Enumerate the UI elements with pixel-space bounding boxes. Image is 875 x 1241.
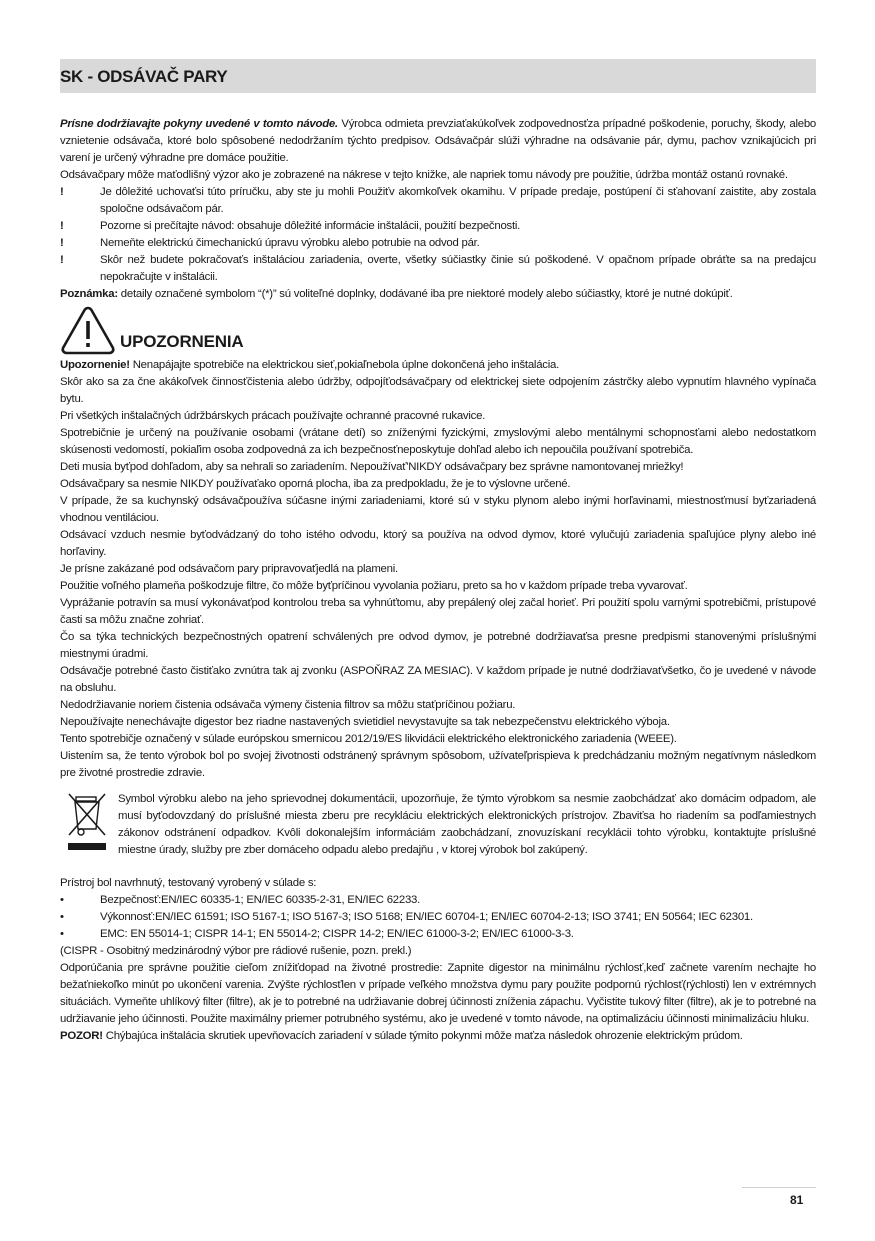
list-item [60, 909, 816, 926]
warning-label: Upozornenie! [60, 359, 130, 371]
list-item-text: Je dôležité uchovaťsi túto príručku, aby ste ju mohli Použiťv akomkoľvek okamihu. V prípade predaje, postúpení či sťahovaní zaistite, aby zostala spoločne odsávačom pár. [100, 186, 816, 215]
list-item-text: Výkonnosť:EN/IEC 61591; ISO 5167-1; ISO 5167-3; ISO 5168; EN/IEC 60704-1; EN/IEC 60704-2-13; ISO 3741; EN 50564; IEC 62301. [100, 911, 753, 923]
intro-lead: Prísne dodržiavajte pokyny uvedené v tomto návode. [60, 118, 338, 130]
intro-warnings-list [60, 184, 816, 286]
bullet: • [60, 928, 64, 940]
list-item [60, 235, 816, 252]
list-item [60, 184, 816, 218]
warning-paragraph: Nepoužívajte nenechávajte digestor bez riadne nastavených svietidiel nevystavujte sa tak nebezpečenstvu elektrického výboja. [60, 716, 670, 728]
intro-lead-rest: Výrobca odmieta prevziaťakúkoľvek zodpovednosťza prípadné poškodenie, poruchy, škody, alebo vznietenie odsávača, ktoré bolo spôsobené nedodržaním týchto predpisov. Odsávačpár slúži výhradne na odsávanie pár, dymu, pachov vznikajúcich pri varení je určený výhradne pre domáce použitie. [60, 118, 816, 164]
warning-paragraph: Nedodržiavanie noriem čistenia odsávača výmeny čistenia filtrov sa môžu staťpríčinou požiaru. [60, 699, 516, 711]
warnings-heading [60, 305, 816, 357]
page-number: 81 [790, 1193, 804, 1207]
document-body [60, 116, 816, 1045]
warning-paragraph: Tento spotrebičje označený v súlade európskou smernicou 2012/19/ES likvidácii elektrického elektronického zariadenia (WEEE). [60, 733, 677, 745]
list-item [60, 252, 816, 286]
list-item [60, 218, 816, 235]
exclamation-mark: ! [60, 254, 64, 266]
intro-paragraph-2: Odsávačpary môže maťodlišný výzor ako je zobrazené na nákrese v tejto knižke, ale napriek tomu návody pre použitie, údržba montáž ostanú rovnaké. [60, 169, 788, 181]
warning-paragraph: Je prísne zakázané pod odsávačom pary pripravovaťjedlá na plameni. [60, 563, 398, 575]
exclamation-mark: ! [60, 186, 64, 198]
list-item [60, 892, 816, 909]
warning-first [60, 357, 816, 374]
warning-first-text: Nenapájajte spotrebiče na elektrickou sieť,pokiaľnebola úplne dokončená jeho inštalácia. [129, 359, 560, 371]
warning-paragraph: Pri všetkých inštalačných údržbárskych prácach používajte ochranné pracovné rukavice. [60, 410, 486, 422]
bullet: • [60, 894, 64, 906]
caution-paragraph [60, 1028, 816, 1045]
compliance-intro: Prístroj bol navrhnutý, testovaný vyrobený v súlade s: [60, 877, 317, 889]
intro-paragraph [60, 116, 816, 167]
list-item-text: Pozorne si prečítajte návod: obsahuje dôležité informácie inštalácii, použití bezpečnosti. [100, 220, 521, 232]
cispr-note: (CISPR - Osobitný medzinárodný výbor pre rádiové rušenie, pozn. prekl.) [60, 945, 412, 957]
note-paragraph [60, 286, 816, 303]
list-item-text: Bezpečnosť:EN/IEC 60335-1; EN/IEC 60335-2-31, EN/IEC 62233. [100, 894, 421, 906]
caution-text: Chýbajúca inštalácia skrutiek upevňovacích zariadení v súlade týmito pokynmi môže maťza následok ohrozenie elektrickým prúdom. [102, 1030, 743, 1042]
warning-paragraph: Uistením sa, že tento výrobok bol po svojej životnosti odstránený správnym spôsobom, užívateľprispieva k predchádzaniu možným negatívnym následkom pre životné prostredie zdravie. [60, 750, 816, 779]
warning-paragraph: Odsávací vzduch nesmie byťodvádzaný do toho istého odvodu, ktorý sa používa na odvod dymov, ktoré vylučujú zariadenia spaľujúce plyny alebo iné horľaviny. [60, 529, 816, 558]
warning-paragraph: Odsávačpary sa nesmie NIKDY používaťako oporná plocha, iba za predpokladu, že je to výslovne určené. [60, 478, 571, 490]
list-item [60, 926, 816, 943]
page-title: SK - ODSÁVAČ PARY [60, 67, 228, 86]
list-item-text: EMC: EN 55014-1; CISPR 14-1; EN 55014-2; CISPR 14-2; EN/IEC 61000-3-2; EN/IEC 61000-3-3. [100, 928, 574, 940]
recommendations-paragraph: Odporúčania pre správne použitie cieľom znížiťdopad na životné prostredie: Zapnite digestor na minimálnu rýchlosť,keď začnete varením nechajte ho bežaťniekoľko minút po ukončení varenia. Zvýšte rýchlosťlen v prípade veľkého množstva dymu pary použite podpornú rýchlosť(rýchlosti) len v extrémnych situáciách. Vymeňte uhlíkový filter (filtre), ak je to potrebné na udržiavanie dobrej účinnosti zníženia zápachu. Vyčistite tukový filter (filtre), ak je to potrebné na udržiavanie jeho účinnosti. Použite maximálny priemer potrubného systému, ako je uvedené v tomto návode, na optimalizáciu účinnosti minimalizáciu hluku. [60, 962, 816, 1025]
weee-text: Symbol výrobku alebo na jeho sprievodnej dokumentácii, upozorňuje, že týmto výrobkom sa nesmie zaobchádzať ako domácim odpadom, ale musí byťodovzdaný do príslušné miesta zberu pre recykláciu elektrických elektronických prístrojov. Zbaviťsa ho riadením sa podľamiestnych zákonov odstránení odpadkov. Kvôli dokonalejším informáciám zaobchádzaní, znovuzískaní recyklácii tohto výrobku, kontaktujte príslušné miestne úrady, služby pre zber domáceho odpadu alebo predajňu , v ktorej výrobok bol zakúpený. [118, 793, 816, 856]
warning-paragraph: Skôr ako sa za čne akákoľvek činnosťčistenia alebo údržby, odpojíťodsávačpary od elektrickej siete odpojením zástrčky alebo vypnutím hlavného vypínača bytu. [60, 376, 816, 405]
section-title: UPOZORNENIA [120, 332, 244, 351]
bullet: • [60, 911, 64, 923]
warning-paragraph: Vyprážanie potravín sa musí vykonávaťpod kontrolou treba sa vyhnúťtomu, aby prepálený olej začal horieť. Pri použití spolu varnými spotrebičmi, prístupové časti sa môžu značne zohriať. [60, 597, 816, 626]
exclamation-mark: ! [60, 237, 64, 249]
note-text: detaily označené symbolom “(*)” sú voliteľné doplnky, dodávané iba pre niektoré modely alebo súčiastky, ktoré je nutné dokúpiť. [117, 288, 733, 300]
caution-label: POZOR! [60, 1030, 103, 1042]
warning-paragraph: V prípade, že sa kuchynský odsávačpoužíva súčasne inými zariadeniami, ktoré sú v styku plynom alebo inými horľavinami, miestnosťmusí byťzariadená vhodnou ventiláciou. [60, 495, 816, 524]
warning-paragraph: Odsávačje potrebné často čistiťako zvnútra tak aj zvonku (ASPOŇRAZ ZA MESIAC). V každom prípade je nutné dodržiavaťvšetko, čo je uvedené v návode na obsluhu. [60, 665, 816, 694]
warning-paragraph: Deti musia byťpod dohľadom, aby sa nehrali so zariadením. Nepoužívať'NIKDY odsávačpary bez správne namontovanej mriežky! [60, 461, 684, 473]
list-item-text: Nemeňte elektrickú čimechanickú úpravu výrobku alebo potrubie na odvod pár. [100, 237, 480, 249]
footer-rule [742, 1187, 816, 1188]
warning-paragraph: Použitie voľného plameňa poškodzuje filtre, čo môže byťpríčinou vyvolania požiaru, preto sa ho v každom prípade treba vyvarovať. [60, 580, 688, 592]
crossed-out-wheelie-bin-icon [64, 791, 110, 851]
exclamation-mark: ! [60, 220, 64, 232]
warning-paragraph: Čo sa týka technických bezpečnostných opatrení schválených pre odvod dymov, je potrebné dodržiavaťsa presne predpismi stanovenými príslušnými miestnymi úradmi. [60, 631, 816, 660]
warning-triangle-icon [60, 305, 116, 355]
warning-paragraph: Spotrebičnie je určený na používanie osobami (vrátane detí) so zníženými fyzickými, zmyslovými alebo mentálnymi schopnosťami alebo nedostatkom skúsenosti vedomostí, pokiaľim osoba zodpovedná za ich bezpečnosťneposkytuje dohľad alebo ich nepoučila používaní spotrebiča. [60, 427, 816, 456]
list-item-text: Skôr než budete pokračovaťs inštaláciou zariadenia, overte, všetky súčiastky činie sú poškodené. V opačnom prípade obráťte sa na predajcu nepokračujte v inštalácii. [100, 254, 816, 283]
note-label: Poznámka: [60, 288, 118, 300]
weee-block [60, 791, 816, 875]
